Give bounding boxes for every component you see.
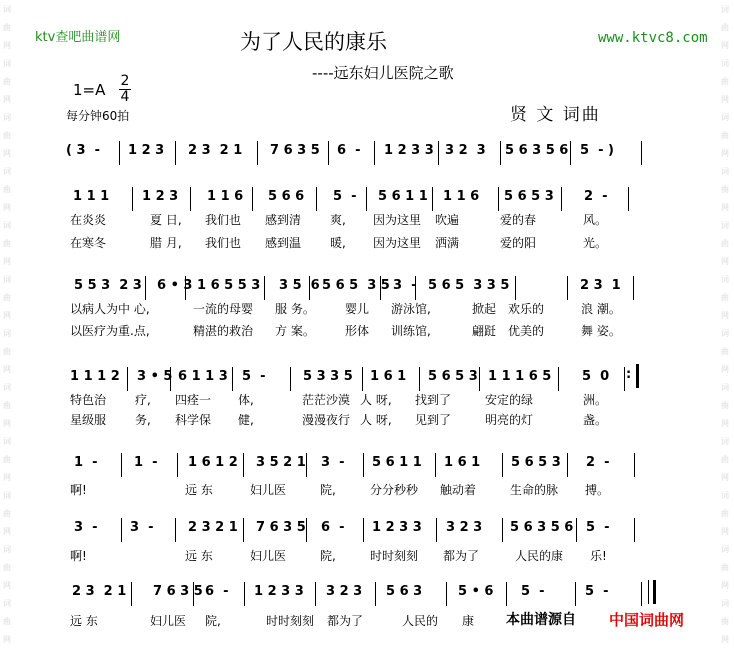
note-group: 5 5 3 2 3 bbox=[74, 278, 142, 293]
lyric: 康 bbox=[462, 614, 475, 628]
watermark-glyph: 词 bbox=[3, 599, 11, 608]
bar-line bbox=[328, 141, 329, 165]
watermark-glyph: 网 bbox=[721, 581, 729, 590]
bar-line bbox=[252, 187, 253, 211]
lyric: 星级服 bbox=[70, 413, 107, 427]
final-bar bbox=[636, 364, 639, 388]
note-group: 1 - bbox=[74, 455, 98, 470]
bar-line bbox=[257, 141, 258, 165]
note-group: 6 - bbox=[321, 520, 345, 535]
watermark-glyph: 词 bbox=[3, 437, 11, 446]
lyric: 婴儿 bbox=[345, 302, 370, 316]
tempo-marking: 每分钟60拍 bbox=[66, 109, 130, 123]
bar-line bbox=[374, 141, 375, 165]
lyric: 生命的脉 bbox=[510, 483, 559, 497]
note-group: 5 • 6 bbox=[458, 584, 494, 599]
lyric: 体, bbox=[238, 393, 254, 407]
watermark-glyph: 曲 bbox=[3, 617, 11, 626]
watermark-glyph: 词 bbox=[721, 59, 729, 68]
note-group: 1 1 1 6 5 bbox=[488, 369, 552, 384]
note-group: 5 6 1 1 bbox=[378, 189, 428, 204]
note-group: 3 2 3 bbox=[326, 584, 363, 599]
lyric: 因为这里 bbox=[373, 213, 422, 227]
lyric: 务, bbox=[135, 413, 151, 427]
watermark-glyph: 词 bbox=[721, 113, 729, 122]
watermark-glyph: 词 bbox=[3, 545, 11, 554]
note-group: 3 • 5 bbox=[137, 369, 173, 384]
watermark-glyph: 网 bbox=[3, 41, 11, 50]
watermark-glyph: 词 bbox=[721, 329, 729, 338]
watermark-glyph: 词 bbox=[3, 383, 11, 392]
note-group: 5 6 5 3 3 5 bbox=[428, 278, 510, 293]
song-credits: 贤 文 词曲 bbox=[510, 105, 601, 125]
note-group: 1 1 6 bbox=[443, 189, 480, 204]
lyric: 以医疗为重.点, bbox=[70, 324, 150, 338]
meter-top: 2 bbox=[120, 73, 130, 89]
lyric: 爽, bbox=[330, 213, 346, 227]
bar-line bbox=[624, 367, 625, 391]
lyric: 健, bbox=[238, 413, 254, 427]
note-group: 2 3 2 1 bbox=[188, 143, 243, 158]
bar-line bbox=[232, 367, 233, 391]
song-title: 为了人民的康乐 bbox=[240, 30, 387, 54]
note-group: 5 6 3 bbox=[386, 584, 423, 599]
lyric: 光。 bbox=[583, 236, 608, 250]
watermark-glyph: 词 bbox=[721, 167, 729, 176]
note-group: 1 2 3 3 bbox=[384, 143, 434, 158]
watermark-glyph: 词 bbox=[3, 329, 11, 338]
lyric: 触动着 bbox=[440, 483, 477, 497]
note-group: 1 6 5 5 3 bbox=[197, 278, 261, 293]
bar-line bbox=[175, 141, 176, 165]
watermark-glyph: 曲 bbox=[721, 23, 729, 32]
lyric: 安定的绿 bbox=[485, 393, 534, 407]
bar-line bbox=[316, 187, 317, 211]
header-left-link[interactable]: ktv查吧曲谱网 bbox=[35, 30, 121, 45]
lyric: 感到温 bbox=[265, 236, 302, 250]
note-group: 1 2 3 bbox=[142, 189, 179, 204]
note-group: 2 3 2 1 bbox=[72, 584, 127, 599]
watermark-glyph: 网 bbox=[3, 635, 11, 644]
watermark-glyph: 网 bbox=[3, 419, 11, 428]
lyric: 欢乐的 bbox=[508, 302, 545, 316]
bar-line bbox=[633, 276, 634, 300]
lyric: 分分秒秒 bbox=[370, 483, 419, 497]
song-subtitle: ----远东妇儿医院之歌 bbox=[312, 64, 454, 82]
note-group: 1 6 1 2 bbox=[188, 455, 238, 470]
note-group: 7 6 3 5 bbox=[270, 143, 320, 158]
lyric: 漫漫夜行 bbox=[302, 413, 351, 427]
bar-line bbox=[306, 518, 307, 542]
note-group: 1 1 1 bbox=[73, 189, 110, 204]
bar-line bbox=[264, 276, 265, 300]
lyric: 翩跹 bbox=[472, 324, 497, 338]
note-group: 3 5 2 1 bbox=[256, 455, 306, 470]
watermark-glyph: 网 bbox=[721, 365, 729, 374]
lyric: 妇儿医 bbox=[250, 549, 287, 563]
watermark-glyph: 词 bbox=[721, 599, 729, 608]
note-group: 5 - bbox=[521, 584, 545, 599]
note-group: 5 6 3 5 6 bbox=[505, 143, 569, 158]
lyric: 精湛的救治 bbox=[193, 324, 254, 338]
bar-line bbox=[641, 141, 642, 165]
lyric: 时时刻刻 bbox=[370, 549, 419, 563]
watermark-glyph: 曲 bbox=[3, 347, 11, 356]
lyric: 院, bbox=[320, 549, 336, 563]
bar-line bbox=[290, 367, 291, 391]
watermark-glyph: 词 bbox=[3, 491, 11, 500]
watermark-glyph: 词 bbox=[3, 59, 11, 68]
bar-line bbox=[363, 453, 364, 477]
watermark-glyph: 网 bbox=[721, 635, 729, 644]
watermark-glyph: 曲 bbox=[3, 185, 11, 194]
bar-line bbox=[500, 141, 501, 165]
watermark-glyph: 曲 bbox=[3, 509, 11, 518]
bar-line bbox=[634, 518, 635, 542]
watermark-glyph: 曲 bbox=[721, 185, 729, 194]
note-group: 2 - bbox=[586, 455, 610, 470]
final-bar-thin bbox=[648, 580, 649, 604]
lyric: 妇儿医 bbox=[150, 614, 187, 628]
lyric: 科学保 bbox=[175, 413, 212, 427]
lyric: 疗, bbox=[135, 393, 151, 407]
watermark-glyph: 网 bbox=[721, 257, 729, 266]
meter-bottom: 4 bbox=[120, 89, 130, 105]
bar-line bbox=[243, 518, 244, 542]
bar-line bbox=[567, 276, 568, 300]
lyric: 掀起 bbox=[472, 302, 497, 316]
lyric: 训练馆, bbox=[391, 324, 431, 338]
watermark-glyph: 词 bbox=[721, 491, 729, 500]
lyric: 乐! bbox=[590, 549, 607, 563]
bar-line bbox=[634, 453, 635, 477]
lyric: 盏。 bbox=[583, 413, 608, 427]
bar-line bbox=[435, 453, 436, 477]
note-group: 6 - bbox=[337, 143, 361, 158]
lyric: 在寒冬 bbox=[70, 236, 107, 250]
note-group: 5 6 5 3 bbox=[504, 189, 554, 204]
note-group: 3 5 6 bbox=[279, 278, 320, 293]
lyric: 远 东 bbox=[185, 549, 213, 563]
bar-line bbox=[362, 367, 363, 391]
bar-line bbox=[131, 582, 132, 606]
bar-line bbox=[570, 141, 571, 165]
watermark-glyph: 曲 bbox=[721, 239, 729, 248]
note-group: 1 - bbox=[134, 455, 158, 470]
bar-line bbox=[175, 518, 176, 542]
lyric: 我们也 bbox=[205, 213, 242, 227]
watermark-glyph: 曲 bbox=[3, 23, 11, 32]
bar-line bbox=[121, 518, 122, 542]
watermark-glyph: 词 bbox=[3, 221, 11, 230]
lyric: 啊! bbox=[70, 549, 87, 563]
bar-line bbox=[190, 187, 191, 211]
lyric: 在炎炎 bbox=[70, 213, 107, 227]
note-group: 5 - bbox=[586, 520, 610, 535]
bar-line bbox=[315, 582, 316, 606]
watermark-left bbox=[2, 0, 16, 659]
note-group: 5 - bbox=[333, 189, 357, 204]
repeat-dots: : bbox=[626, 367, 632, 382]
bar-line bbox=[363, 518, 364, 542]
note-group: 6 1 1 3 bbox=[178, 369, 228, 384]
bar-line bbox=[419, 367, 420, 391]
time-signature bbox=[119, 74, 131, 105]
watermark-glyph: 网 bbox=[3, 149, 11, 158]
bar-line bbox=[432, 187, 433, 211]
note-group: 1 6 1 bbox=[370, 369, 407, 384]
note-group: 1 1 6 bbox=[207, 189, 244, 204]
watermark-glyph: 网 bbox=[3, 473, 11, 482]
watermark-glyph: 网 bbox=[721, 419, 729, 428]
bar-line bbox=[479, 367, 480, 391]
watermark-glyph: 网 bbox=[3, 365, 11, 374]
bar-line bbox=[436, 518, 437, 542]
bar-line bbox=[446, 582, 447, 606]
watermark-glyph: 曲 bbox=[3, 563, 11, 572]
bar-line bbox=[576, 518, 577, 542]
lyric: 见到了 bbox=[415, 413, 452, 427]
watermark-glyph: 网 bbox=[721, 95, 729, 104]
lyric: 人民的 bbox=[402, 614, 439, 628]
note-group: 6 - bbox=[205, 584, 229, 599]
watermark-glyph: 词 bbox=[3, 275, 11, 284]
lyric: 明亮的灯 bbox=[485, 413, 534, 427]
watermark-glyph: 词 bbox=[721, 545, 729, 554]
note-group: ( 3 - bbox=[66, 143, 100, 158]
header-right-link[interactable]: www.ktvc8.com bbox=[598, 30, 708, 46]
note-group: 5 6 5 3 bbox=[428, 369, 478, 384]
watermark-right bbox=[720, 0, 734, 659]
bar-line bbox=[498, 187, 499, 211]
lyric: 远 东 bbox=[185, 483, 213, 497]
watermark-glyph: 网 bbox=[3, 203, 11, 212]
note-group: 3 2 3 bbox=[445, 143, 486, 158]
watermark-glyph: 曲 bbox=[721, 401, 729, 410]
lyric: 人民的康 bbox=[515, 549, 564, 563]
watermark-glyph: 曲 bbox=[721, 563, 729, 572]
note-group: 5 - bbox=[242, 369, 266, 384]
bar-line bbox=[244, 582, 245, 606]
watermark-glyph: 网 bbox=[3, 527, 11, 536]
bar-line bbox=[558, 367, 559, 391]
lyric: 特色治 bbox=[70, 393, 107, 407]
bar-line bbox=[628, 187, 629, 211]
watermark-glyph: 曲 bbox=[721, 509, 729, 518]
lyric: 方 案。 bbox=[275, 324, 315, 338]
lyric: 舞 姿。 bbox=[581, 324, 621, 338]
watermark-glyph: 词 bbox=[3, 113, 11, 122]
lyric: 优美的 bbox=[508, 324, 545, 338]
bar-line bbox=[575, 582, 576, 606]
lyric: 形体 bbox=[345, 324, 370, 338]
watermark-glyph: 曲 bbox=[721, 293, 729, 302]
lyric: 院, bbox=[320, 483, 336, 497]
lyric: 啊! bbox=[70, 483, 87, 497]
watermark-glyph: 词 bbox=[721, 383, 729, 392]
note-group: 5 0 bbox=[582, 369, 610, 384]
note-group: 3 - bbox=[393, 278, 417, 293]
watermark-glyph: 网 bbox=[721, 149, 729, 158]
note-group: 5 6 1 1 bbox=[372, 455, 422, 470]
note-group: 7 6 3 5 bbox=[153, 584, 203, 599]
bar-line bbox=[243, 453, 244, 477]
bar-line bbox=[306, 453, 307, 477]
lyric: 因为这里 bbox=[373, 236, 422, 250]
bar-line bbox=[502, 518, 503, 542]
note-group: 5 6 5 3 bbox=[511, 455, 561, 470]
lyric: 感到清 bbox=[265, 213, 302, 227]
watermark-glyph: 曲 bbox=[3, 131, 11, 140]
lyric: 风。 bbox=[583, 213, 608, 227]
watermark-glyph: 曲 bbox=[3, 401, 11, 410]
watermark-glyph: 词 bbox=[721, 5, 729, 14]
note-group: 5 - bbox=[585, 584, 609, 599]
lyric: 我们也 bbox=[205, 236, 242, 250]
note-group: 5 6 3 5 6 bbox=[510, 520, 574, 535]
watermark-glyph: 网 bbox=[3, 581, 11, 590]
lyric: 爱的阳 bbox=[500, 236, 537, 250]
lyric: 妇儿医 bbox=[250, 483, 287, 497]
lyric: 都为了 bbox=[327, 614, 364, 628]
lyric: 人 呀, bbox=[360, 393, 392, 407]
watermark-glyph: 曲 bbox=[721, 347, 729, 356]
watermark-glyph: 曲 bbox=[721, 131, 729, 140]
watermark-glyph: 曲 bbox=[721, 617, 729, 626]
lyric: 找到了 bbox=[415, 393, 452, 407]
watermark-glyph: 词 bbox=[3, 5, 11, 14]
watermark-glyph: 词 bbox=[721, 437, 729, 446]
bar-line bbox=[567, 453, 568, 477]
bar-line bbox=[375, 582, 376, 606]
note-group: 6 • 3 bbox=[157, 278, 193, 293]
watermark-glyph: 网 bbox=[3, 95, 11, 104]
watermark-glyph: 网 bbox=[721, 527, 729, 536]
watermark-glyph: 曲 bbox=[3, 293, 11, 302]
key-signature: 1=A bbox=[73, 81, 106, 99]
watermark-glyph: 网 bbox=[3, 257, 11, 266]
watermark-glyph: 网 bbox=[721, 311, 729, 320]
note-group: 1 1 1 2 bbox=[70, 369, 120, 384]
lyric: 以病人为中 心, bbox=[70, 302, 150, 316]
note-group: 3 - bbox=[321, 455, 345, 470]
watermark-glyph: 曲 bbox=[721, 455, 729, 464]
bar-line bbox=[366, 187, 367, 211]
note-group: 2 3 2 1 bbox=[188, 520, 238, 535]
watermark-glyph: 曲 bbox=[721, 77, 729, 86]
watermark-glyph: 曲 bbox=[3, 239, 11, 248]
lyric: 院, bbox=[205, 614, 221, 628]
lyric: 都为了 bbox=[443, 549, 480, 563]
bar-line bbox=[502, 453, 503, 477]
bar-line bbox=[438, 141, 439, 165]
note-group: 3 - bbox=[74, 520, 98, 535]
watermark-glyph: 词 bbox=[3, 167, 11, 176]
note-group: 3 - bbox=[130, 520, 154, 535]
source-link[interactable]: 中国词曲网 bbox=[609, 611, 685, 629]
note-group: 7 6 3 5 bbox=[256, 520, 306, 535]
lyric: 浪 潮。 bbox=[581, 302, 621, 316]
note-group: 5 6 6 bbox=[268, 189, 305, 204]
watermark-glyph: 网 bbox=[3, 311, 11, 320]
lyric: 服 务。 bbox=[275, 302, 315, 316]
note-group: 5 - ) bbox=[580, 143, 614, 158]
note-group: 3 2 3 bbox=[446, 520, 483, 535]
lyric: 四痊一 bbox=[175, 393, 212, 407]
note-group: 1 6 1 bbox=[444, 455, 481, 470]
note-group: 5 6 5 3 5 bbox=[322, 278, 390, 293]
lyric: 时时刻刻 bbox=[266, 614, 315, 628]
note-group: 1 2 3 3 bbox=[372, 520, 422, 535]
watermark-glyph: 网 bbox=[721, 41, 729, 50]
lyric: 暖, bbox=[330, 236, 346, 250]
lyric: 搏。 bbox=[585, 483, 610, 497]
bar-line bbox=[145, 276, 146, 300]
lyric: 洒满 bbox=[435, 236, 460, 250]
watermark-glyph: 曲 bbox=[3, 77, 11, 86]
bar-line bbox=[515, 276, 516, 300]
bar-line bbox=[561, 187, 562, 211]
bar-line bbox=[132, 187, 133, 211]
bar-line bbox=[177, 453, 178, 477]
watermark-glyph: 曲 bbox=[3, 455, 11, 464]
lyric: 游泳馆, bbox=[391, 302, 431, 316]
lyric: 远 东 bbox=[70, 614, 98, 628]
lyric: 一流的母婴 bbox=[193, 302, 254, 316]
lyric: 爱的春 bbox=[500, 213, 537, 227]
lyric: 吹遍 bbox=[435, 213, 460, 227]
watermark-glyph: 网 bbox=[721, 473, 729, 482]
final-bar bbox=[653, 580, 656, 604]
source-label: 本曲谱源自 bbox=[506, 612, 576, 628]
lyric: 腊 月, bbox=[150, 236, 182, 250]
lyric: 洲。 bbox=[583, 393, 608, 407]
bar-line bbox=[506, 582, 507, 606]
bar-line bbox=[121, 453, 122, 477]
bar-line bbox=[119, 141, 120, 165]
watermark-glyph: 词 bbox=[721, 275, 729, 284]
bar-line bbox=[127, 367, 128, 391]
lyric: 茫茫沙漠 bbox=[302, 393, 351, 407]
lyric: 人 呀, bbox=[360, 413, 392, 427]
note-group: 2 3 1 bbox=[580, 278, 621, 293]
lyric: 夏 日, bbox=[150, 213, 182, 227]
watermark-glyph: 网 bbox=[721, 203, 729, 212]
note-group: 5 3 3 5 bbox=[303, 369, 353, 384]
bar-line bbox=[641, 582, 642, 606]
watermark-glyph: 词 bbox=[721, 221, 729, 230]
note-group: 2 - bbox=[584, 189, 608, 204]
note-group: 1 2 3 3 bbox=[254, 584, 304, 599]
note-group: 1 2 3 bbox=[128, 143, 165, 158]
